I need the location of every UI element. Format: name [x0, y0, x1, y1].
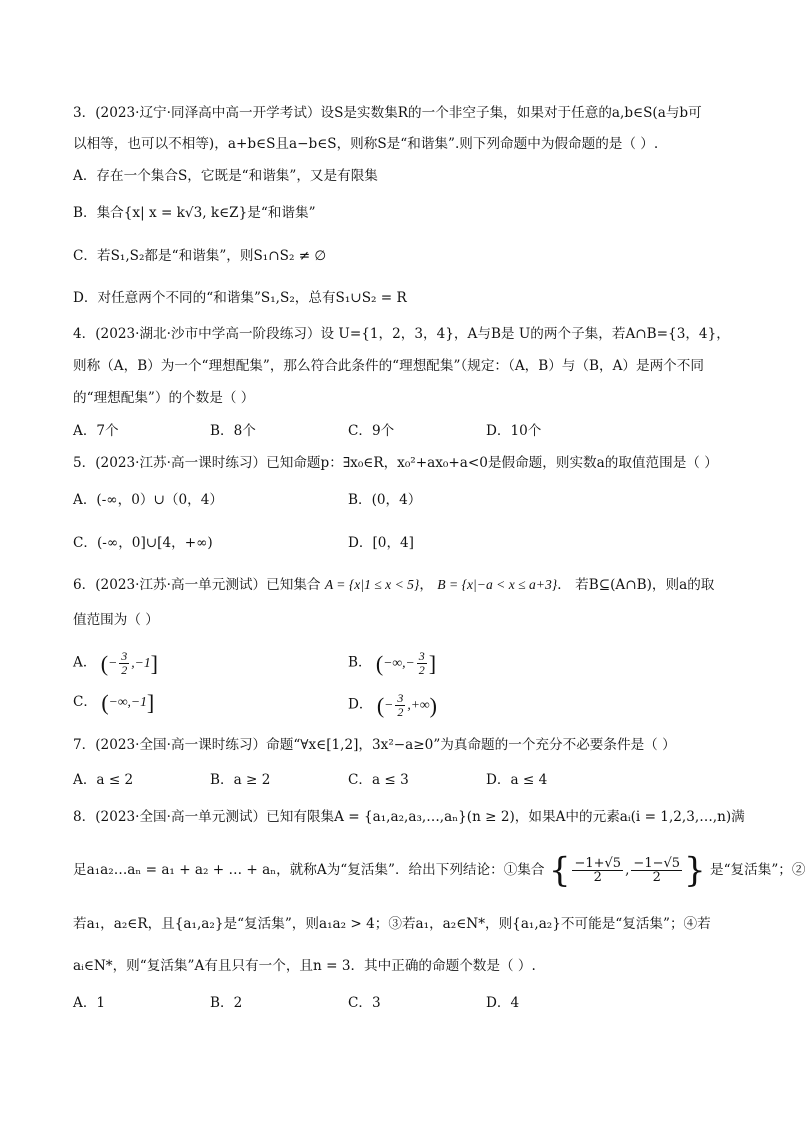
q7-option-b: B．a ≥ 2 — [210, 772, 271, 788]
q8-stem-line4: aᵢ∈N*，则“复活集”A有且只有一个，且n = 3．其中正确的命题个数是（ ）. — [73, 958, 536, 974]
q6-option-c: C． (−∞,−1] — [73, 689, 155, 715]
q3-option-b: B．集合{x| x = k√3, k∈Z}是“和谐集” — [73, 205, 316, 221]
q6-condition: 若B⊆(A∩B)，则a的取 — [575, 577, 715, 593]
q8-stem-line2: 足a₁a₂…aₙ = a₁ + a₂ + … + aₙ，就称A为“复活集”．给出下列结论：①集合 { $\frac{-1+√5}{2}$ , $\frac{-1-√5}{2}$ } 是“复活集”；② — [73, 850, 805, 891]
q6-option-a-expr: (− $\frac{3}{2}$ ,−1] — [100, 649, 158, 677]
q7-stem-line1: 7．(2023·全国·高一课时练习）命题“∀x∈[1,2]，3x²−a≥0”为真命题的一个充分不必要条件是（ ） — [73, 737, 676, 753]
q4-option-a: A．7个 — [73, 423, 119, 439]
q6-stem-intro: 6．(2023·江苏·高一单元测试）已知集合 — [73, 577, 321, 593]
q5-option-c: C．(-∞，0]∪[4，+∞) — [73, 535, 213, 551]
q3-option-d: D．对任意两个不同的“和谐集”S₁,S₂，总有S₁∪S₂ = R — [73, 290, 407, 306]
q6-option-b: B． (−∞,− $\frac{3}{2}$ ] — [348, 649, 437, 677]
q6-option-d: D． (− $\frac{3}{2}$ ,+∞) — [348, 691, 437, 719]
q8-stem-line3: 若a₁，a₂∈R，且{a₁,a₂}是“复活集”，则a₁a₂ > 4；③若a₁，a₂∈N*，则{a₁,a₂}不可能是“复活集”；④若 — [73, 916, 711, 932]
q7-option-a: A．a ≤ 2 — [73, 772, 134, 788]
q5-stem-line1: 5．(2023·江苏·高一课时练习）已知命题p：∃x₀∈R，x₀²+ax₀+a<0是假命题，则实数a的取值范围是（ ） — [73, 455, 718, 471]
q8-option-b: B．2 — [210, 995, 243, 1011]
q4-option-b: B．8个 — [210, 423, 256, 439]
q4-stem-line2: 则称（A，B）为一个“理想配集”，那么符合此条件的“理想配集”（规定：（A，B）与（B，A）是两个不同 — [73, 358, 704, 374]
q6-set-a: A = {x|1 ≤ x < 5} — [324, 577, 420, 592]
q6-set-b: B = {x|−a < x ≤ a+3} — [437, 577, 558, 592]
q6-option-d-expr: (− $\frac{3}{2}$ ,+∞) — [376, 691, 437, 719]
q5-option-d: D．[0，4] — [348, 535, 414, 551]
q6-stem-line1: 6．(2023·江苏·高一单元测试）已知集合 A = {x|1 ≤ x < 5}， B = {x|−a < x ≤ a+3}． 若B⊆(A∩B)，则a的取 — [73, 577, 715, 593]
q6-option-c-expr: (−∞,−1] — [101, 689, 155, 715]
q8-option-d: D．4 — [486, 995, 520, 1011]
q6-option-a: A． (− $\frac{3}{2}$ ,−1] — [73, 649, 158, 677]
q4-option-d: D．10个 — [486, 423, 542, 439]
q8-option-c: C．3 — [348, 995, 381, 1011]
q6-option-b-expr: (−∞,− $\frac{3}{2}$ ] — [375, 649, 437, 677]
q3-option-c: C．若S₁,S₂都是“和谐集”，则S₁∩S₂ ≠ ∅ — [73, 248, 327, 264]
q3-option-a: A．存在一个集合S，它既是“和谐集”，又是有限集 — [73, 168, 378, 184]
q3-stem-line2: 以相等，也可以不相等)，a+b∈S且a−b∈S，则称S是“和谐集”.则下列命题中为假命题的是（ ）. — [73, 136, 659, 152]
q8-set-element-1-num: −1+√5 — [574, 856, 622, 871]
q7-option-d: D．a ≤ 4 — [486, 772, 548, 788]
q4-option-c: C．9个 — [348, 423, 395, 439]
q3-stem-line1: 3．(2023·辽宁·同泽高中高一开学考试）设S是实数集R的一个非空子集，如果对于任意的a,b∈S(a与b可 — [73, 105, 702, 121]
q5-option-b: B．(0，4） — [348, 492, 422, 508]
q8-option-a: A．1 — [73, 995, 106, 1011]
q4-stem-line3: 的“理想配集”）的个数是（ ） — [73, 390, 255, 406]
q8-set-element-2-num: −1−√5 — [633, 856, 681, 871]
q4-stem-line1: 4．(2023·湖北·沙市中学高一阶段练习）设 U={1，2，3，4}，A与B是 U的两个子集，若A∩B={3，4}， — [73, 326, 730, 342]
q8-stem-line1: 8．(2023·全国·高一单元测试）已知有限集A = {a₁,a₂,a₃,…,aₙ}(n ≥ 2)，如果A中的元素aᵢ(i = 1,2,3,…,n)满 — [73, 809, 745, 825]
q5-option-a: A．(-∞，0）∪（0，4） — [73, 492, 223, 508]
q6-stem-line2: 值范围为（ ） — [73, 612, 159, 628]
q7-option-c: C．a ≤ 3 — [348, 772, 409, 788]
